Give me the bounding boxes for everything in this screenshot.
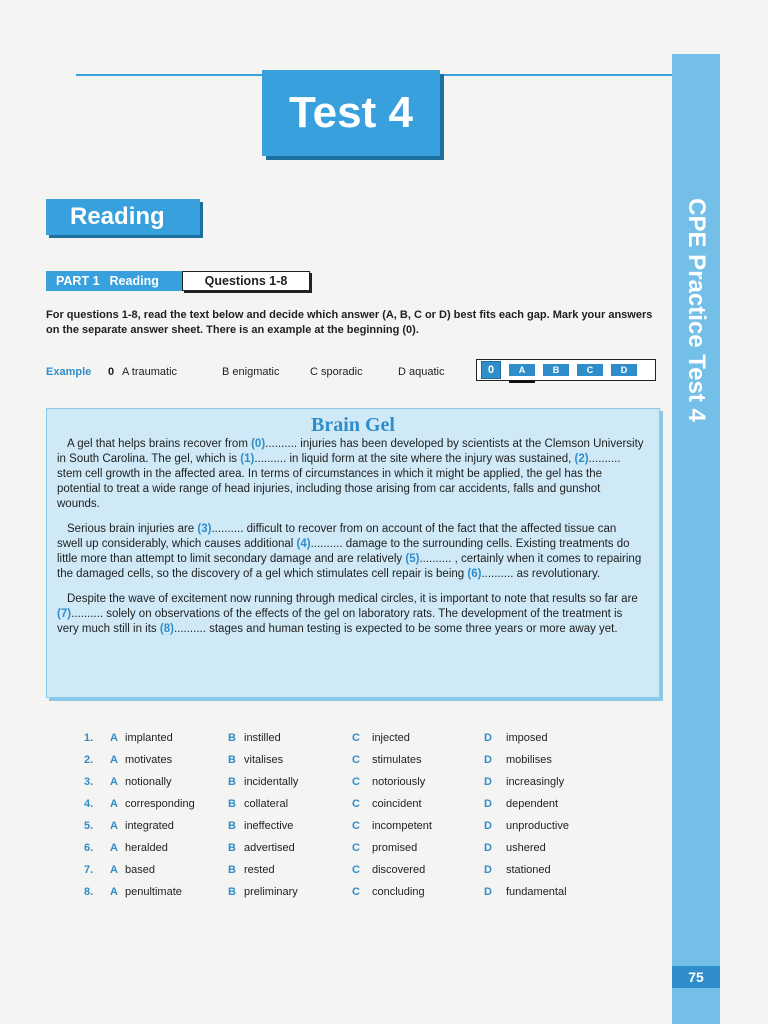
test-title: Test 4 xyxy=(262,70,440,156)
section-heading: Reading xyxy=(46,199,200,235)
option-d: ushered xyxy=(506,842,546,854)
option-d: unproductive xyxy=(506,820,569,832)
passage-text: .......... solely on observations of the effects of the gel on laboratory rats. The development of the treatment is very much still in its xyxy=(57,608,623,635)
option-d: fundamental xyxy=(506,886,567,898)
gap-marker-1: (1) xyxy=(240,453,255,465)
gap-marker-6: (6) xyxy=(467,568,482,580)
passage-text: .......... stem cell growth in the affected area. In terms of circumstances in which it might be applied, the gel has the potential to treat a wide range of head injuries, including those arising from car accidents, falls and gunshot wounds. xyxy=(57,453,621,510)
letter-b: B xyxy=(228,776,236,788)
letter-a: A xyxy=(110,864,118,876)
option-c: coincident xyxy=(372,798,422,810)
example-option-a: A traumatic xyxy=(122,366,178,378)
letter-a: A xyxy=(110,798,118,810)
letter-c: C xyxy=(352,732,360,744)
gap-marker-5: (5) xyxy=(405,553,420,565)
part-number: PART 1 xyxy=(56,274,100,288)
letter-b: B xyxy=(228,864,236,876)
option-a: based xyxy=(125,864,155,876)
passage-text: .......... injuries has been developed by scientists at the Clemson University in South Carolina. The gel, which is xyxy=(57,438,644,465)
option-b: advertised xyxy=(244,842,295,854)
option-a: penultimate xyxy=(125,886,182,898)
letter-d: D xyxy=(484,798,492,810)
option-row-6 xyxy=(84,842,624,864)
example-option-c: C sporadic xyxy=(310,366,363,378)
gap-marker-7: (7) xyxy=(57,608,72,620)
option-c: concluding xyxy=(372,886,425,898)
option-b: incidentally xyxy=(244,776,299,788)
gap-marker-3: (3) xyxy=(197,523,212,535)
option-b: collateral xyxy=(244,798,289,810)
letter-b: B xyxy=(228,820,236,832)
letter-d: D xyxy=(484,842,492,854)
gap-marker-2: (2) xyxy=(574,453,589,465)
option-row-4 xyxy=(84,798,624,820)
letter-a: A xyxy=(110,886,118,898)
letter-a: A xyxy=(110,776,118,788)
gap-marker-4: (4) xyxy=(296,538,311,550)
passage-text: .......... stages and human testing is expected to be some three years or more away yet. xyxy=(173,623,618,635)
example-option-d: D aquatic xyxy=(398,366,445,378)
passage-box xyxy=(46,408,660,698)
example-option-b: B enigmatic xyxy=(222,366,280,378)
question-number: 3. xyxy=(84,776,94,788)
passage-paragraph-3 xyxy=(47,592,659,637)
option-d: dependent xyxy=(506,798,558,810)
letter-a: A xyxy=(110,754,118,766)
letter-a: A xyxy=(110,732,118,744)
letter-d: D xyxy=(484,864,492,876)
passage-text: Serious brain injuries are xyxy=(67,523,198,535)
passage-text: .......... , certainly when it comes to repairing the damaged cells, so the discovery of a gel which stimulates cell repair is being xyxy=(57,553,642,580)
letter-c: C xyxy=(352,842,360,854)
question-number: 7. xyxy=(84,864,94,876)
letter-d: D xyxy=(484,776,492,788)
option-row-8 xyxy=(84,886,624,908)
passage-title: Brain Gel xyxy=(311,414,395,436)
option-d: stationed xyxy=(506,864,551,876)
option-c: stimulates xyxy=(372,754,422,766)
letter-d: D xyxy=(484,754,492,766)
passage-paragraph-2 xyxy=(47,522,659,582)
passage-text: .......... as revolutionary. xyxy=(481,568,601,580)
passage-text: .......... difficult to recover from on account of the fact that the affected tissue can swell up considerably, which causes additional xyxy=(57,523,617,550)
option-b: ineffective xyxy=(244,820,294,832)
option-c: notoriously xyxy=(372,776,426,788)
option-row-5 xyxy=(84,820,624,842)
option-b: vitalises xyxy=(244,754,284,766)
letter-b: B xyxy=(228,798,236,810)
option-row-3 xyxy=(84,776,624,798)
answer-cell-d: D xyxy=(611,364,637,376)
question-number: 5. xyxy=(84,820,94,832)
option-row-2 xyxy=(84,754,624,776)
option-a: implanted xyxy=(125,732,173,744)
option-a: heralded xyxy=(125,842,168,854)
example-answer-grid xyxy=(476,359,656,381)
option-d: mobilises xyxy=(506,754,552,766)
option-c: promised xyxy=(372,842,418,854)
option-d: increasingly xyxy=(506,776,565,788)
questions-range: Questions 1-8 xyxy=(182,271,310,291)
letter-c: C xyxy=(352,754,360,766)
example-number: 0 xyxy=(108,366,115,378)
question-number: 2. xyxy=(84,754,94,766)
part-name: Reading xyxy=(109,274,159,288)
question-number: 1. xyxy=(84,732,94,744)
gap-marker-0: (0) xyxy=(251,438,266,450)
option-b: instilled xyxy=(244,732,281,744)
letter-d: D xyxy=(484,732,492,744)
option-a: motivates xyxy=(125,754,173,766)
letter-c: C xyxy=(352,776,360,788)
page-number: 75 xyxy=(672,966,720,988)
example-label: Example xyxy=(46,366,92,378)
question-number: 4. xyxy=(84,798,94,810)
passage-text: .......... in liquid form at the site where the injury was sustained, xyxy=(254,453,575,465)
letter-c: C xyxy=(352,864,360,876)
option-row-7 xyxy=(84,864,624,886)
option-a: corresponding xyxy=(125,798,195,810)
option-a: notionally xyxy=(125,776,172,788)
letter-d: D xyxy=(484,886,492,898)
passage-text: Despite the wave of excitement now running through medical circles, it is important to note that results so far are xyxy=(67,593,638,605)
part-label xyxy=(46,271,182,291)
letter-b: B xyxy=(228,886,236,898)
option-d: imposed xyxy=(506,732,548,744)
option-c: injected xyxy=(372,732,410,744)
letter-c: C xyxy=(352,798,360,810)
question-number: 6. xyxy=(84,842,94,854)
answer-grid-zero: 0 xyxy=(481,361,501,379)
gap-marker-8: (8) xyxy=(159,623,174,635)
option-a: integrated xyxy=(125,820,174,832)
letter-d: D xyxy=(484,820,492,832)
instructions: For questions 1-8, read the text below and decide which answer (A, B, C or D) best fits each gap. Mark your answers on the separate answer sheet. There is an example at the beginning (0). xyxy=(46,309,653,336)
answer-cell-a: A xyxy=(509,364,535,376)
letter-c: C xyxy=(352,820,360,832)
passage-paragraph-1 xyxy=(47,437,659,512)
letter-a: A xyxy=(110,842,118,854)
letter-a: A xyxy=(110,820,118,832)
option-b: rested xyxy=(244,864,275,876)
passage-text: A gel that helps brains recover from xyxy=(67,438,252,450)
letter-b: B xyxy=(228,842,236,854)
option-c: incompetent xyxy=(372,820,432,832)
letter-b: B xyxy=(228,732,236,744)
letter-b: B xyxy=(228,754,236,766)
option-c: discovered xyxy=(372,864,426,876)
option-b: preliminary xyxy=(244,886,298,898)
letter-c: C xyxy=(352,886,360,898)
passage-text: .......... damage to the surrounding cells. Existing treatments do little more than attempt to limit secondary damage and are relatively xyxy=(57,538,630,565)
option-row-1 xyxy=(84,732,624,754)
answer-cell-b: B xyxy=(543,364,569,376)
side-title: CPE Practice Test 4 xyxy=(683,198,710,422)
question-number: 8. xyxy=(84,886,94,898)
answer-options xyxy=(84,732,624,908)
answer-cell-c: C xyxy=(577,364,603,376)
